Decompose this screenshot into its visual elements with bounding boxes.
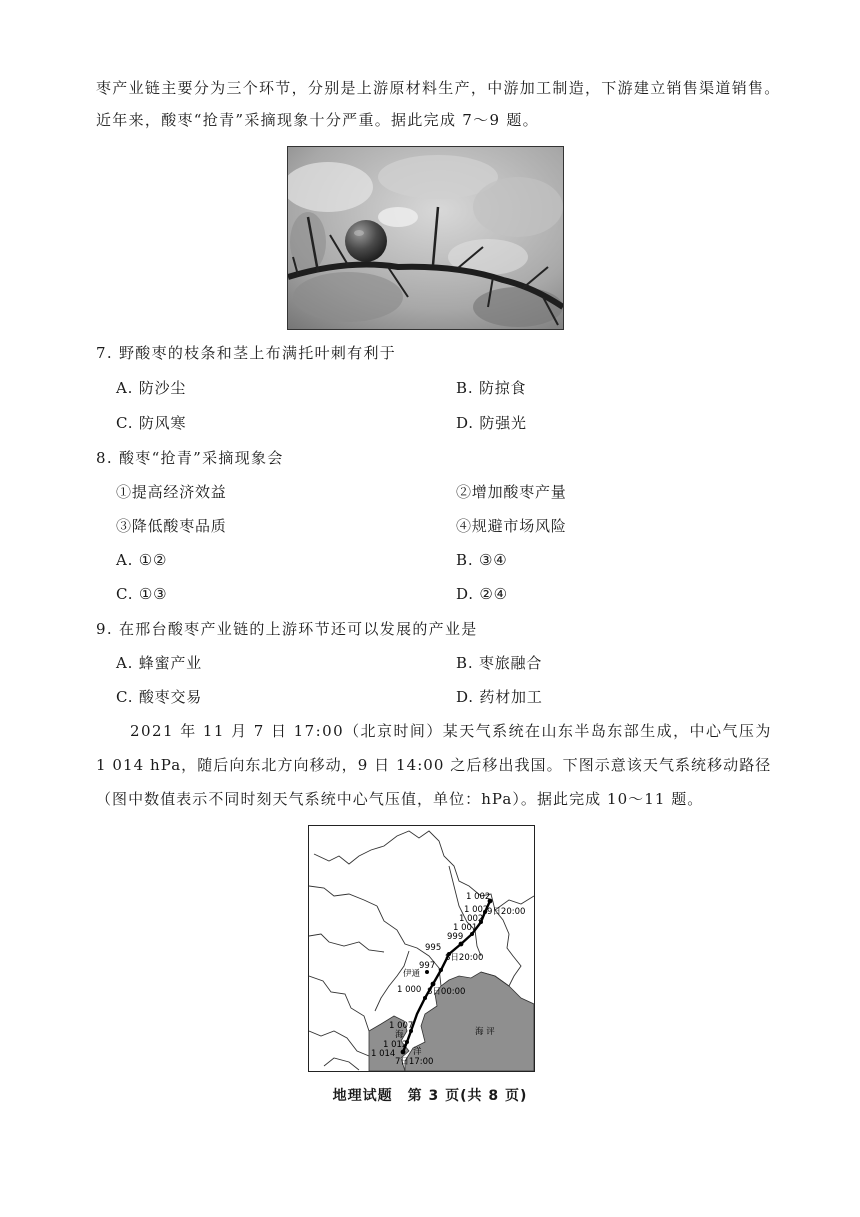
label-sea-2: 洋 xyxy=(413,1047,422,1057)
question-9-stem: 9. 在邢台酸枣产业链的上游环节还可以发展的产业是 xyxy=(96,620,478,638)
q8-option-b[interactable]: B. ③④ xyxy=(456,551,508,569)
passage-2-line-2: 1 014 hPa，随后向东北方向移动，9 日 14:00 之后移出我国。下图示意该天气系统移动路径 xyxy=(96,756,772,774)
passage-2-line-3: （图中数值表示不同时刻天气系统中心气压值，单位：hPa）。据此完成 10～11 题。 xyxy=(96,790,704,808)
label-7d1700: 7日17:00 xyxy=(395,1057,434,1067)
label-1012: 1 012 xyxy=(383,1040,408,1050)
label-1002b: 1 002 xyxy=(464,905,489,915)
label-1002c: 1 002 xyxy=(459,914,484,924)
passage-2-line-1: 2021 年 11 月 7 日 17:00（北京时间）某天气系统在山东半岛东部生成，中心气压为 xyxy=(130,722,772,740)
q8-item-1: ①提高经济效益 xyxy=(116,483,227,501)
label-9d2000: 9日20:00 xyxy=(487,907,526,917)
label-8d2000: 8日20:00 xyxy=(445,953,484,963)
q7-option-b[interactable]: B. 防掠食 xyxy=(456,379,527,397)
q9-option-c[interactable]: C. 酸枣交易 xyxy=(116,688,203,706)
q8-item-3: ③降低酸枣品质 xyxy=(116,517,227,535)
q9-option-b[interactable]: B. 枣旅融合 xyxy=(456,654,543,672)
q7-option-d[interactable]: D. 防强光 xyxy=(456,414,527,432)
weather-system-path-map xyxy=(308,825,535,1072)
jujube-branch-photo xyxy=(287,146,564,330)
label-sea-1: 海 xyxy=(395,1030,404,1040)
label-yitong: 伊通 xyxy=(403,969,421,979)
label-8d0000: 8日00:00 xyxy=(427,987,466,997)
label-1002a: 1 002 xyxy=(466,892,491,902)
label-1001: 1 001 xyxy=(453,923,478,933)
q9-option-d[interactable]: D. 药材加工 xyxy=(456,688,543,706)
question-8-stem: 8. 酸枣“抢青”采摘现象会 xyxy=(96,449,284,467)
question-7-stem: 7. 野酸枣的枝条和茎上布满托叶刺有利于 xyxy=(96,344,397,362)
q9-option-a[interactable]: A. 蜂蜜产业 xyxy=(116,654,202,672)
label-1007: 1 007 xyxy=(389,1021,414,1031)
q7-option-a[interactable]: A. 防沙尘 xyxy=(116,379,187,397)
label-995: 995 xyxy=(425,943,442,953)
q7-option-c[interactable]: C. 防风寒 xyxy=(116,414,187,432)
label-sea-3: 海 评 xyxy=(475,1027,495,1037)
q8-option-c[interactable]: C. ①③ xyxy=(116,585,168,603)
label-999: 999 xyxy=(447,932,464,942)
q8-option-a[interactable]: A. ①② xyxy=(116,551,168,569)
label-1014: 1 014 xyxy=(371,1049,396,1059)
intro-line-1: 枣产业链主要分为三个环节，分别是上游原材料生产，中游加工制造，下游建立销售渠道销售。 xyxy=(96,79,781,97)
page-footer: 地理试题 第 3 页(共 8 页) xyxy=(332,1088,528,1104)
intro-line-2: 近年来，酸枣“抢青”采摘现象十分严重。据此完成 7～9 题。 xyxy=(96,111,539,129)
q8-item-2: ②增加酸枣产量 xyxy=(456,483,567,501)
q8-item-4: ④规避市场风险 xyxy=(456,517,567,535)
q8-option-d[interactable]: D. ②④ xyxy=(456,585,508,603)
label-1000: 1 000 xyxy=(397,985,422,995)
label-997: 997 xyxy=(419,961,436,971)
